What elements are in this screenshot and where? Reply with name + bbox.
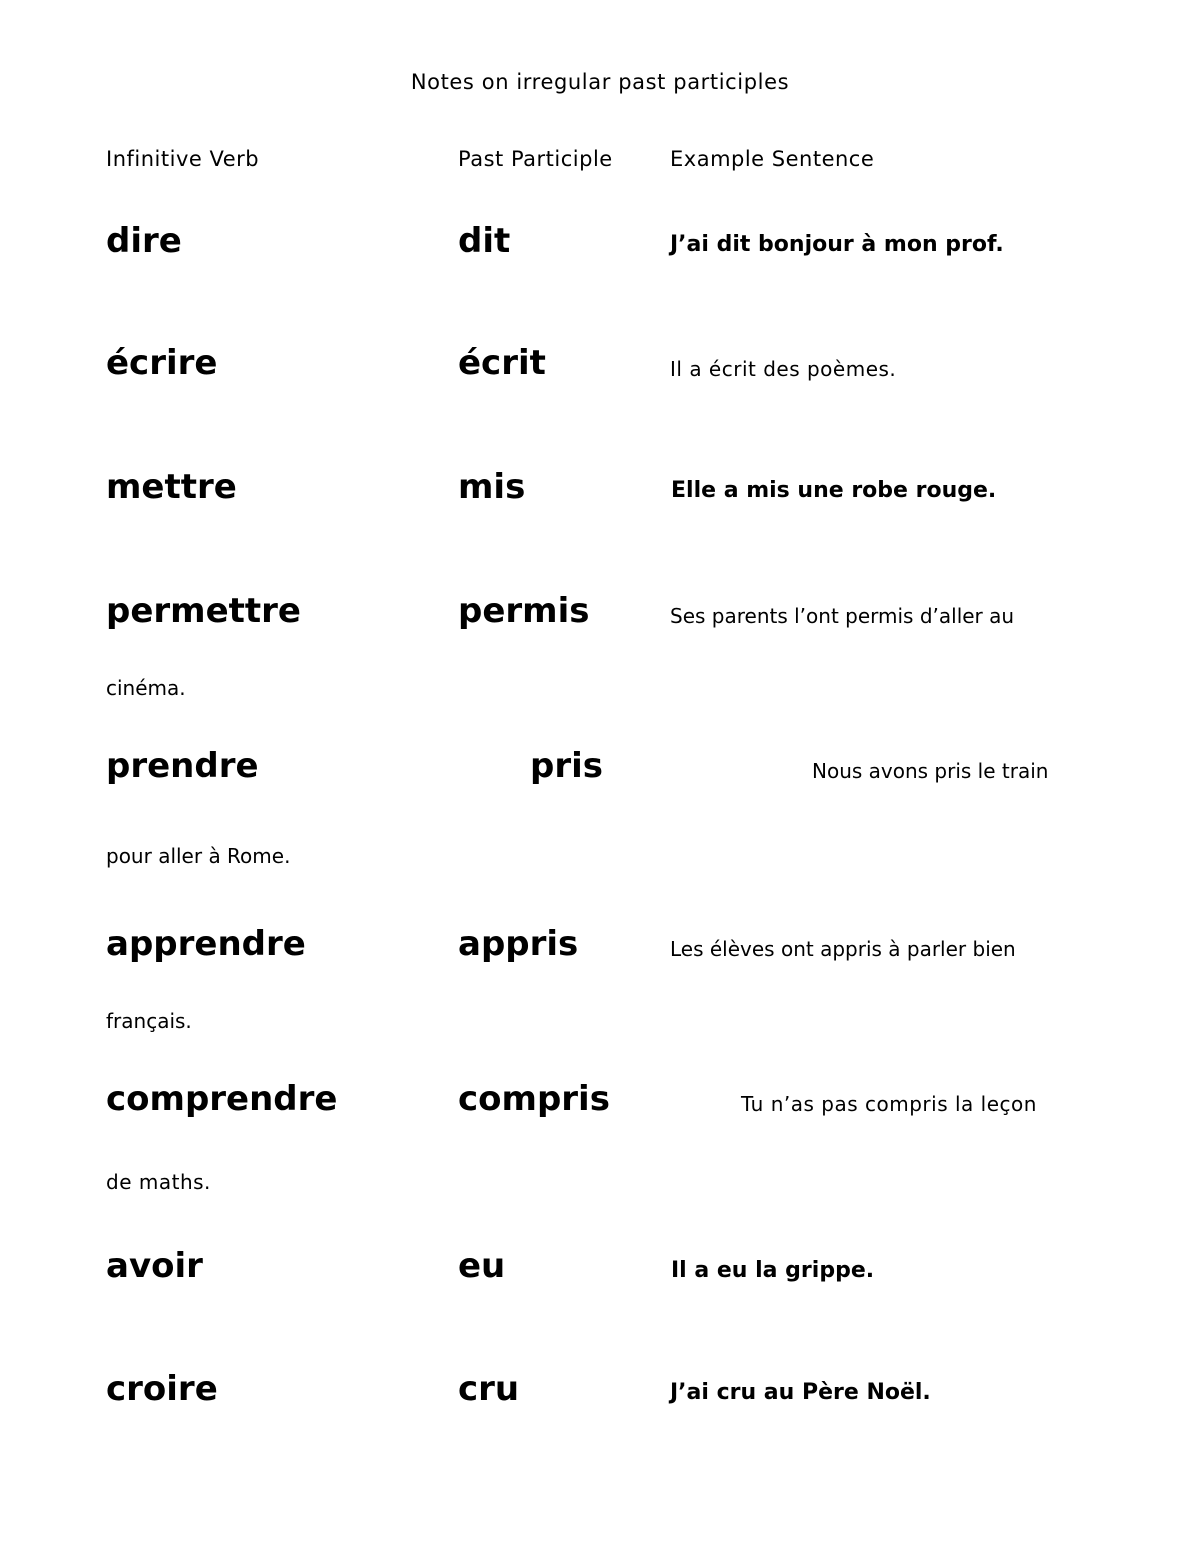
example-sentence: Nous avons pris le train [812,759,1049,783]
past-participle: permis [458,591,590,631]
example-sentence: Les élèves ont appris à parler bien [670,937,1016,961]
past-participle: cru [458,1369,520,1409]
page-title: Notes on irregular past participles [410,70,790,94]
example-sentence: Il a eu la grippe. [671,1258,875,1283]
example-sentence: Elle a mis une robe rouge. [671,478,997,503]
example-sentence-continuation: français. [106,1009,192,1033]
past-participle: pris [530,746,603,786]
infinitive-verb: croire [106,1369,218,1409]
past-participle: écrit [458,343,546,383]
header-example-sentence: Example Sentence [670,147,875,171]
example-sentence-continuation: de maths. [106,1170,211,1194]
example-sentence: Ses parents l’ont permis d’aller au [670,604,1015,628]
infinitive-verb: prendre [106,746,259,786]
header-infinitive-verb: Infinitive Verb [106,147,260,171]
infinitive-verb: apprendre [106,924,306,964]
past-participle: mis [458,467,526,507]
past-participle: dit [458,221,511,261]
example-sentence: J’ai dit bonjour à mon prof. [670,232,1004,257]
example-sentence-continuation: pour aller à Rome. [106,844,291,868]
past-participle: compris [458,1079,610,1119]
infinitive-verb: écrire [106,343,218,383]
infinitive-verb: mettre [106,467,237,507]
past-participle: appris [458,924,579,964]
infinitive-verb: comprendre [106,1079,338,1119]
infinitive-verb: dire [106,221,182,261]
past-participle: eu [458,1246,506,1286]
header-past-participle: Past Participle [458,147,613,171]
example-sentence: Tu n’as pas compris la leçon [741,1092,1037,1116]
infinitive-verb: avoir [106,1246,203,1286]
example-sentence: Il a écrit des poèmes. [670,357,897,381]
example-sentence: J’ai cru au Père Noël. [670,1380,931,1405]
infinitive-verb: permettre [106,591,301,631]
example-sentence-continuation: cinéma. [106,676,186,700]
